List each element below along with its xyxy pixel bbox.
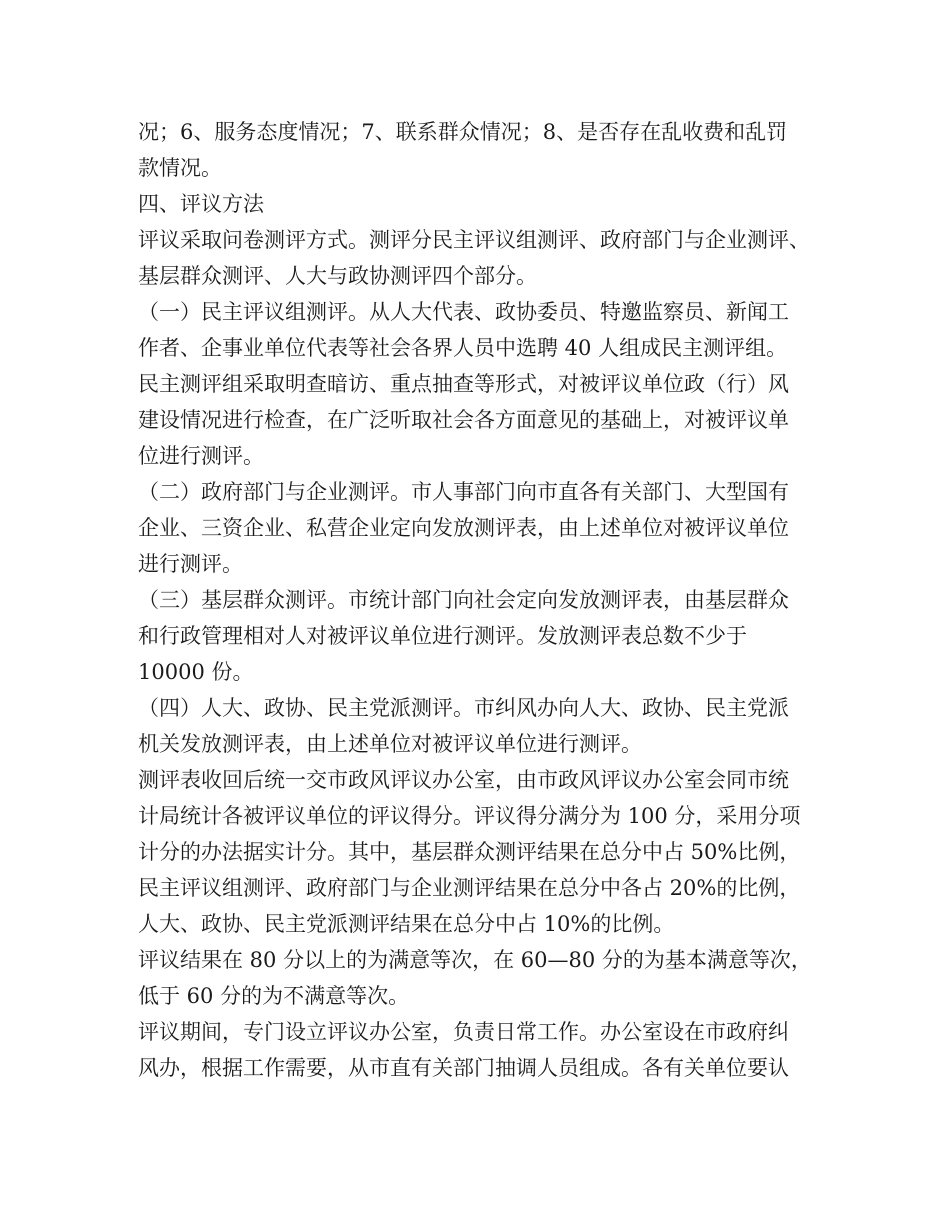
paragraph-npc-cppcc: （四）人大、政协、民主党派测评。市纠风办向人大、政协、民主党派 机关发放测评表，由上述单位对被评议单位进行测评。 <box>138 696 789 756</box>
paragraph-scoring: 测评表收回后统一交市政风评议办公室，由市政风评议办公室会同市统 计局统计各被评议单位的评议得分。评议得分满分为 100 分，采用分项 计分的办法据实计分。其中，基层群众测评结果在总分中占 50%比例， 民主评议组测评、政府部门与企业测评结果在总分中各占 20%的比例， 人大、政协、民主党派测评结果在总分中占 10%的比例。 <box>138 768 801 936</box>
document-body <box>138 114 838 1086</box>
paragraph-grassroots: （三）基层群众测评。市统计部门向社会定向发放测评表，由基层群众 和行政管理相对人对被评议单位进行测评。发放测评表总数不少于 10000 份。 <box>138 588 789 684</box>
section-heading-evaluation-method: 四、评议方法 <box>138 192 264 216</box>
paragraph-government-enterprise: （二）政府部门与企业测评。市人事部门向市直各有关部门、大型国有 企业、三资企业、私营企业定向发放测评表，由上述单位对被评议单位 进行测评。 <box>138 480 789 576</box>
paragraph-method-intro: 评议采取问卷测评方式。测评分民主评议组测评、政府部门与企业测评、 基层群众测评、人大与政协测评四个部分。 <box>138 228 810 288</box>
paragraph-items-continued: 况；6、服务态度情况；7、联系群众情况；8、是否存在乱收费和乱罚 款情况。 <box>138 120 788 180</box>
paragraph-office-setup: 评议期间，专门设立评议办公室，负责日常工作。办公室设在市政府纠 风办，根据工作需要，从市直有关部门抽调人员组成。各有关单位要认 <box>138 1020 789 1080</box>
paragraph-democratic-group: （一）民主评议组测评。从人大代表、政协委员、特邀监察员、新闻工 作者、企事业单位代表等社会各界人员中选聘 40 人组成民主测评组。 民主测评组采取明查暗访、重点抽查等形式，对被评议单位政（行）风 建设情况进行检查，在广泛听取社会各方面意见的基础上，对被评议单 位进行测评。 <box>138 300 789 468</box>
paragraph-result-levels: 评议结果在 80 分以上的为满意等次，在 60—80 分的为基本满意等次， 低于 60 分的为不满意等次。 <box>138 948 812 1008</box>
